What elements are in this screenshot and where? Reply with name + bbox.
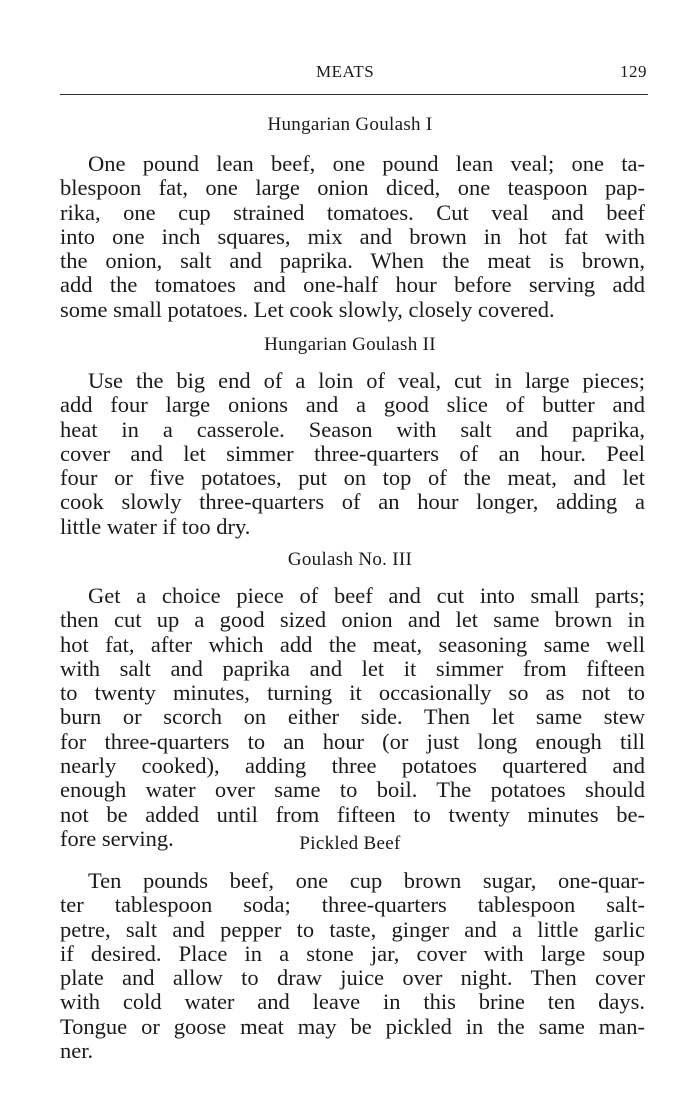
- recipe-title: Pickled Beef: [299, 833, 401, 854]
- recipe-paragraph: [60, 152, 645, 322]
- text-line: then cut up a good sized onion and let same brown in: [60, 607, 645, 633]
- text-line: blespoon fat, one large onion diced, one teaspoon pap-: [60, 175, 645, 201]
- text-line: One pound lean beef, one pound lean veal; one ta-: [88, 151, 645, 176]
- text-line: heat in a casserole. Season with salt and paprika,: [60, 416, 645, 442]
- text-line: hot fat, after which add the meat, seasoning same well: [60, 631, 645, 657]
- text-line: Tongue or goose meat may be pickled in the same man-: [60, 1013, 645, 1039]
- text-line: four or five potatoes, put on top of the meat, and let: [60, 465, 645, 491]
- text-line: ner.: [60, 1038, 94, 1064]
- text-line: cook slowly three-quarters of an hour longer, adding a: [60, 489, 645, 515]
- text-line: petre, salt and pepper to taste, ginger and a little garlic: [60, 916, 645, 942]
- text-line: fore serving.: [60, 825, 174, 851]
- recipe-paragraph: [60, 369, 645, 539]
- recipe-title: Goulash No. III: [287, 549, 413, 570]
- header-rule: [60, 94, 648, 95]
- recipe-paragraph: [60, 584, 645, 851]
- text-line: not be added until from fifteen to twenty minutes be-: [60, 801, 645, 827]
- text-line: plate and allow to draw juice over night. Then cover: [60, 965, 645, 991]
- text-line: enough water over same to boil. The potatoes should: [60, 777, 645, 803]
- recipe-paragraph: [60, 869, 645, 1063]
- text-line: if desired. Place in a stone jar, cover with large soup: [60, 940, 645, 966]
- text-line: for three-quarters to an hour (or just long enough till: [60, 728, 645, 754]
- running-head: MEATS: [316, 62, 375, 81]
- text-line: rika, one cup strained tomatoes. Cut veal and beef: [60, 199, 645, 225]
- text-line: into one inch squares, mix and brown in hot fat with: [60, 223, 645, 249]
- text-line: Get a choice piece of beef and cut into small parts;: [88, 583, 645, 608]
- recipe-title: Hungarian Goulash I: [267, 114, 433, 135]
- text-line: add the tomatoes and one-half hour before serving add: [60, 272, 645, 298]
- text-line: to twenty minutes, turning it occasionally so as not to: [60, 680, 645, 706]
- text-line: ter tablespoon soda; three-quarters tablespoon salt-: [60, 892, 645, 918]
- text-line: Ten pounds beef, one cup brown sugar, one-quar-: [88, 868, 645, 893]
- text-line: little water if too dry.: [60, 513, 251, 539]
- page-number: 129: [620, 62, 647, 81]
- text-line: Use the big end of a loin of veal, cut in large pieces;: [88, 368, 645, 393]
- text-line: with cold water and leave in this brine ten days.: [60, 989, 645, 1015]
- text-line: add four large onions and a good slice of butter and: [60, 392, 645, 418]
- text-line: some small potatoes. Let cook slowly, closely covered.: [60, 296, 555, 322]
- text-line: nearly cooked), adding three potatoes quartered and: [60, 753, 645, 779]
- text-line: the onion, salt and paprika. When the meat is brown,: [60, 248, 645, 274]
- text-line: burn or scorch on either side. Then let same stew: [60, 704, 645, 730]
- text-line: cover and let simmer three-quarters of an hour. Peel: [60, 440, 645, 466]
- recipe-title: Hungarian Goulash II: [264, 334, 436, 355]
- text-line: with salt and paprika and let it simmer from fifteen: [60, 655, 645, 681]
